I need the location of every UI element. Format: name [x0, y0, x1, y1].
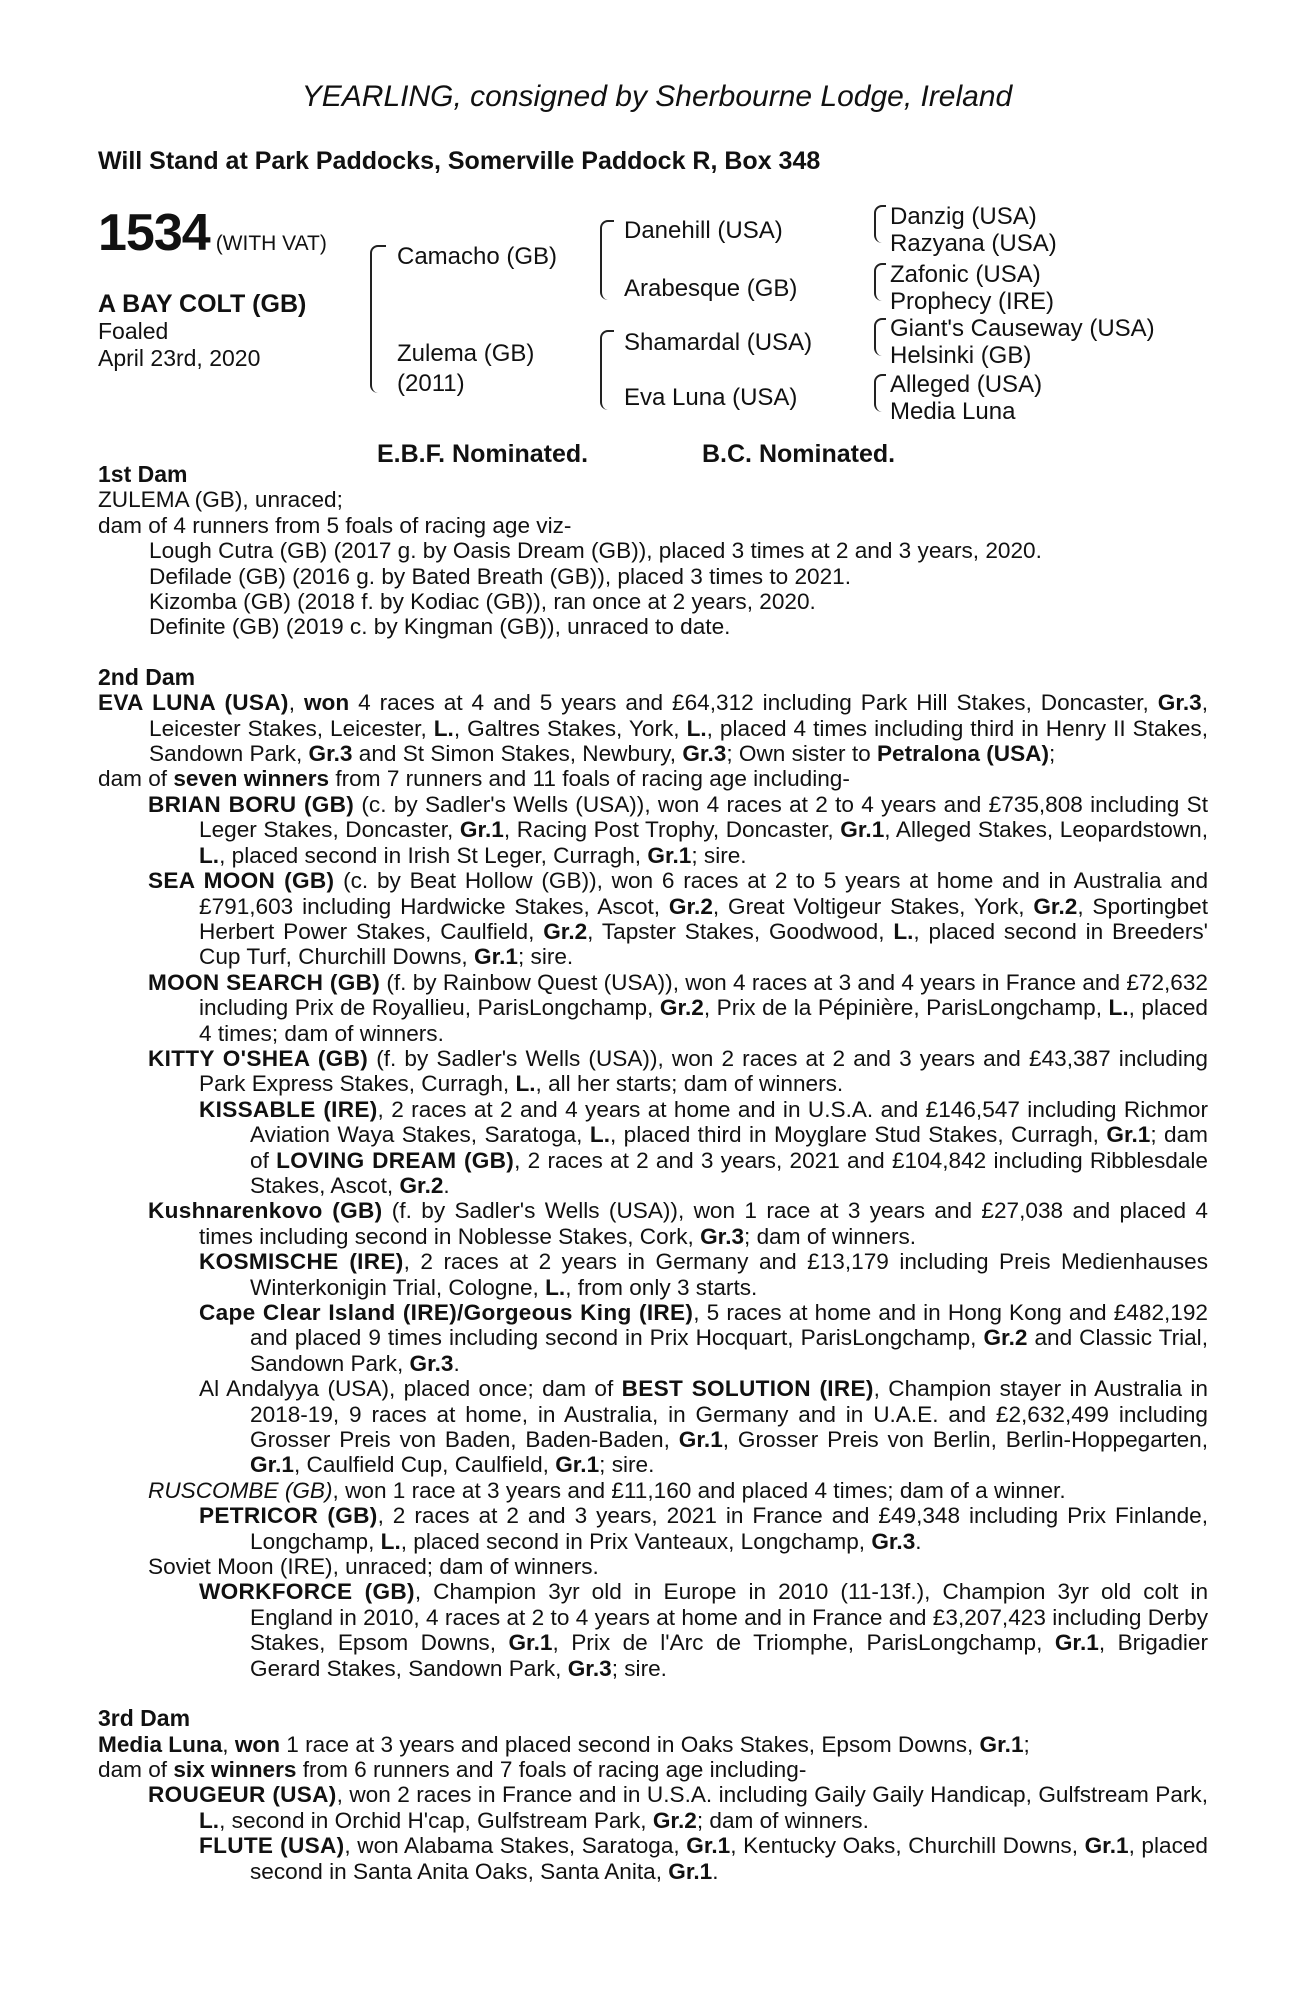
pedigree-g1: Danzig (USA)	[890, 203, 1037, 230]
pedigree-sire: Camacho (GB)	[397, 243, 558, 270]
horse-name: KITTY O'SHEA (GB)	[148, 1045, 369, 1071]
pedigree-brace-main	[370, 245, 386, 393]
entry-text: .	[915, 1528, 922, 1554]
entry-text: dam of	[98, 1756, 174, 1782]
grade-badge: Gr.3	[682, 741, 727, 767]
flute-entry	[98, 1833, 1208, 1884]
entry-text: .	[712, 1858, 719, 1884]
horse-name: LOVING DREAM (GB)	[276, 1147, 515, 1173]
entry-text: , Kentucky Oaks, Churchill Downs,	[730, 1833, 1085, 1859]
entry-text: and Classic Trial, Sandown Park,	[250, 1325, 1208, 1376]
entry-text: .	[443, 1172, 450, 1198]
grade-badge: Gr.2	[659, 995, 704, 1021]
eva-luna-entry: EVA LUNA (USA), won 4 races at 4 and 5 years and £64,312 including Park Hill Stakes, Doncaster, Gr.3, Leicester Stakes, Leicester, L., Galtres Stakes, York, L., placed 4 times including third in Henry II Stakes, Sandown Park, Gr.3 and St Simon Stakes, Newbury, Gr.3; Own sister to Petralona (USA);	[98, 690, 1209, 767]
entry-text: .	[453, 1350, 460, 1376]
entry-text: , 2 races at 2 years in Germany and £13,179 including Preis Medienhauses Winterkonigin Trial, Cologne,	[250, 1249, 1208, 1300]
pedigree-details	[98, 462, 1208, 1884]
entry-text: , 2 races at 2 and 4 years at home and in U.S.A. and £146,547 including Richmor Aviation Waya Stakes, Saratoga,	[250, 1096, 1208, 1148]
second-dam-heading: 2nd Dam	[98, 663, 196, 690]
grade-badge: Gr.2	[668, 893, 713, 919]
entry-text: from 7 runners and 11 foals of racing age including-	[329, 766, 850, 792]
horse-name: PETRICOR (GB)	[199, 1503, 378, 1529]
grade-badge: Gr.3	[567, 1655, 612, 1681]
horse-name: Cape Clear Island (IRE)/Gorgeous King (IRE)	[199, 1300, 694, 1325]
entry-text: , placed second in Prix Vanteaux, Longchamp,	[400, 1528, 872, 1554]
horse-name: KOSMISCHE (IRE)	[199, 1249, 404, 1275]
grade-badge: Gr.1	[1054, 1630, 1099, 1656]
winners-count: six winners	[173, 1756, 297, 1782]
entry-text: , Sportingbet Herbert Power Stakes, Caulfield,	[199, 893, 1208, 944]
entry-text: , placed third in Moyglare Stud Stakes, Curragh,	[609, 1122, 1107, 1148]
pedigree-brace-dam	[600, 330, 614, 410]
workforce-entry	[98, 1579, 1208, 1681]
horse-name: KISSABLE (IRE)	[199, 1096, 378, 1122]
entry-text: ; Own sister to	[726, 741, 877, 767]
foal-entry: Kizomba (GB) (2018 f. by Kodiac (GB)), ran once at 2 years, 2020.	[149, 589, 816, 615]
foaled-label: Foaled	[98, 318, 169, 344]
kitty-oshea-entry	[98, 1046, 1208, 1097]
grade-badge: Gr.3	[308, 741, 353, 767]
grade-badge: L.	[515, 1071, 536, 1097]
soviet-moon-entry: Soviet Moon (IRE), unraced; dam of winners.	[148, 1554, 599, 1580]
pedigree-g6: Helsinki (GB)	[890, 342, 1032, 369]
entry-text: , Tapster Stakes, Goodwood,	[587, 918, 894, 944]
pedigree-dam: Zulema (GB)	[397, 340, 535, 367]
entry-text: , Champion stayer in Australia in 2018-19, 9 races at home, in Australia, in Germany and in U.A.E. and £2,632,499 including Grosser Preis von Baden, Baden-Baden,	[250, 1376, 1208, 1453]
horse-name: ROUGEUR (USA)	[148, 1782, 337, 1808]
brian-boru-entry	[98, 792, 1208, 868]
horse-name: MOON SEARCH (GB)	[148, 969, 381, 995]
horse-name: Media Luna	[98, 1731, 223, 1757]
pedigree-brace-g56	[874, 318, 886, 356]
entry-text: (c. by Sadler's Wells (USA)), won 4 races at 2 to 4 years and £735,808 including St Leger Stakes, Doncaster,	[199, 791, 1208, 843]
grade-badge: Gr.1	[474, 944, 518, 970]
horse-name: SEA MOON (GB)	[148, 868, 335, 894]
entry-text: , Racing Post Trophy, Doncaster,	[503, 817, 841, 843]
grade-badge: L.	[433, 715, 454, 741]
entry-text: , all her starts; dam of winners.	[535, 1071, 844, 1097]
grade-badge: L.	[686, 715, 707, 741]
al-andalyya-entry	[98, 1376, 1208, 1478]
pedigree-sire-sire: Danehill (USA)	[624, 217, 783, 244]
entry-text: 1 race at 3 years and placed second in Oaks Stakes, Epsom Downs,	[280, 1731, 980, 1757]
horse-name: RUSCOMBE (GB)	[148, 1477, 333, 1503]
grade-badge: Gr.1	[1106, 1122, 1151, 1148]
entry-text: dam of	[98, 766, 174, 792]
pedigree-dam-dam: Eva Luna (USA)	[624, 384, 798, 411]
sea-moon-entry	[98, 868, 1208, 970]
grade-badge: Gr.3	[1157, 690, 1202, 716]
grade-badge: Gr.2	[1033, 893, 1078, 919]
entry-text: , second in Orchid H'cap, Gulfstream Park,	[219, 1807, 653, 1833]
grade-badge: L.	[589, 1122, 610, 1148]
third-dam-heading: 3rd Dam	[98, 1705, 191, 1732]
grade-badge: L.	[199, 842, 220, 868]
entry-text: ; dam of	[250, 1122, 1208, 1173]
kosmische-entry	[98, 1249, 1208, 1300]
ebf-nominated: E.B.F. Nominated.	[377, 440, 589, 468]
grade-badge: L.	[1108, 995, 1129, 1021]
entry-text: 4 races at 4 and 5 years and £64,312 including Park Hill Stakes, Doncaster,	[349, 690, 1158, 716]
entry-text: , placed 4 times including third in Henry II Stakes, Sandown Park,	[149, 715, 1208, 767]
grade-badge: Gr.1	[840, 817, 885, 843]
grade-badge: Gr.1	[1084, 1833, 1129, 1859]
pedigree-brace-sire	[600, 220, 614, 300]
pedigree-g4: Prophecy (IRE)	[890, 288, 1055, 315]
entry-text: , Champion 3yr old in Europe in 2010 (11-13f.), Champion 3yr old colt in England in 2010, 4 races at 2 to 4 years at home and in France and £3,207,423 including Derby Stakes, Epsom Downs,	[250, 1579, 1209, 1656]
entry-text: ; dam of winners.	[696, 1807, 869, 1833]
horse-name: FLUTE (USA)	[199, 1833, 345, 1859]
entry-text: , from only 3 starts.	[565, 1274, 758, 1300]
bc-nominated: B.C. Nominated.	[702, 440, 896, 468]
pedigree-g2: Razyana (USA)	[890, 230, 1057, 257]
grade-badge: Gr.1	[555, 1452, 600, 1478]
foaled-date: April 23rd, 2020	[98, 345, 261, 371]
moon-search-entry	[98, 970, 1208, 1046]
grade-badge: Gr.3	[700, 1223, 745, 1249]
entry-text: (c. by Beat Hollow (GB)), won 6 races at 2 to 5 years at home and in Australia and £791,603 including Hardwicke Stakes, Ascot,	[199, 868, 1209, 919]
horse-name: WORKFORCE (GB)	[199, 1579, 415, 1605]
media-luna-entry: Media Luna, won 1 race at 3 years and placed second in Oaks Stakes, Epsom Downs, Gr.1;	[98, 1731, 1030, 1757]
grade-badge: Gr.3	[409, 1350, 454, 1376]
entry-text: , 2 races at 2 and 3 years, 2021 and £104,842 including Ribblesdale Stakes, Ascot,	[250, 1147, 1208, 1198]
entry-text: , won 2 races in France and in U.S.A. including Gaily Gaily Handicap, Gulfstream Park,	[336, 1782, 1208, 1808]
kissable-entry	[98, 1097, 1208, 1199]
entry-text: , Caulfield Cup, Caulfield,	[293, 1452, 556, 1478]
grade-badge: Gr.1	[668, 1858, 713, 1884]
grade-badge: L.	[380, 1528, 401, 1554]
grade-badge: Gr.1	[647, 842, 692, 868]
petricor-entry	[98, 1503, 1208, 1554]
entry-text: , placed second in Breeders' Cup Turf, Churchill Downs,	[199, 918, 1208, 970]
pedigree-g5: Giant's Causeway (USA)	[890, 315, 1155, 342]
entry-text: ; sire.	[691, 842, 747, 868]
first-dam-heading: 1st Dam	[98, 461, 188, 487]
entry-text: , won Alabama Stakes, Saratoga,	[344, 1833, 687, 1859]
entry-text: , 2 races at 2 and 3 years, 2021 in France and £49,348 including Prix Finlande, Longchamp,	[250, 1503, 1208, 1554]
entry-text: , Prix de la Pépinière, ParisLongchamp,	[703, 995, 1109, 1021]
entry-text: ; dam of winners.	[744, 1223, 917, 1249]
entry-text: (f. by Rainbow Quest (USA)), won 4 races at 3 and 4 years in France and £72,632 including Prix de Royallieu, ParisLongchamp,	[199, 969, 1209, 1021]
foal-entry: Lough Cutra (GB) (2017 g. by Oasis Dream (GB)), placed 3 times at 2 and 3 years, 2020.	[149, 538, 1042, 564]
entry-text: , Prix de l'Arc de Triomphe, ParisLongchamp,	[552, 1630, 1055, 1656]
entry-text: (f. by Sadler's Wells (USA)), won 1 race at 3 years and £27,038 and placed 4 times including second in Noblesse Stakes, Cork,	[199, 1198, 1208, 1249]
entry-text: ; sire.	[517, 944, 574, 970]
pedigree-dam-year: (2011)	[397, 370, 465, 397]
stand-location: Will Stand at Park Paddocks, Somerville Paddock R, Box 348	[98, 147, 821, 175]
horse-name: BRIAN BORU (GB)	[148, 791, 355, 817]
lot-number-block	[98, 203, 327, 263]
lot-number: 1534	[98, 204, 210, 262]
vat-label: (WITH VAT)	[215, 232, 327, 255]
grade-badge: Gr.1	[678, 1427, 723, 1453]
grade-badge: L.	[893, 918, 914, 944]
second-dam-foal-summary	[98, 766, 1208, 791]
pedigree-brace-g12	[874, 205, 886, 243]
entry-text: , Brigadier Gerard Stakes, Sandown Park,	[250, 1630, 1208, 1681]
entry-text: , Grosser Preis von Berlin, Berlin-Hoppegarten,	[722, 1427, 1208, 1453]
grade-badge: L.	[545, 1274, 566, 1300]
horse-description: A BAY COLT (GB)	[98, 290, 307, 318]
won-label: won	[234, 1731, 281, 1757]
grade-badge: Gr.1	[508, 1630, 553, 1656]
first-dam-line: ZULEMA (GB), unraced;	[98, 487, 343, 513]
grade-badge: Gr.2	[652, 1807, 697, 1833]
entry-text: , placed 4 times; dam of winners.	[199, 995, 1208, 1046]
grade-badge: Gr.2	[543, 918, 588, 944]
entry-text: , placed second in Irish St Leger, Curragh,	[219, 842, 648, 868]
ruscombe-entry	[98, 1478, 1208, 1503]
grade-badge: Gr.1	[250, 1452, 294, 1478]
entry-text: , placed second in Santa Anita Oaks, Santa Anita,	[250, 1833, 1208, 1884]
grade-badge: Gr.1	[459, 817, 504, 843]
entry-text: and St Simon Stakes, Newbury,	[352, 741, 683, 767]
horse-name: Kushnarenkovo (GB)	[148, 1198, 383, 1224]
horse-name: BEST SOLUTION (IRE)	[621, 1376, 874, 1402]
pedigree-brace-g78	[874, 374, 886, 412]
grade-badge: Gr.1	[979, 1731, 1024, 1757]
entry-text: from 6 runners and 7 foals of racing age including-	[296, 1756, 807, 1782]
entry-text: , 5 races at home and in Hong Kong and £482,192 and placed 9 times including second in Prix Hocquart, ParisLongchamp,	[250, 1300, 1208, 1351]
winners-count: seven winners	[173, 766, 330, 792]
pedigree-g7: Alleged (USA)	[890, 371, 1043, 398]
entry-text: ; sire.	[611, 1655, 667, 1681]
pedigree-g8: Media Luna	[890, 398, 1016, 425]
pedigree-dam-sire: Shamardal (USA)	[624, 329, 813, 356]
entry-text: , Leicester Stakes, Leicester,	[149, 690, 1209, 741]
entry-text: Al Andalyya (USA), placed once; dam of	[199, 1376, 622, 1402]
entry-text: , Galtres Stakes, York,	[453, 715, 687, 741]
entry-text: ;	[1048, 741, 1056, 767]
foal-entry: Definite (GB) (2019 c. by Kingman (GB)), unraced to date.	[149, 614, 731, 640]
consignor-heading: YEARLING, consigned by Sherbourne Lodge, Ireland	[301, 80, 1013, 113]
grade-badge: Gr.3	[871, 1528, 916, 1554]
entry-text: ; sire.	[599, 1452, 655, 1478]
entry-text: , won 1 race at 3 years and £11,160 and placed 4 times; dam of a winner.	[332, 1477, 1066, 1503]
foaled-info	[98, 318, 260, 372]
grade-badge: Gr.2	[983, 1325, 1028, 1351]
kushnarenkovo-entry	[98, 1198, 1208, 1249]
grade-badge: Gr.2	[399, 1172, 444, 1198]
pedigree-g3: Zafonic (USA)	[890, 261, 1041, 288]
pedigree-sire-dam: Arabesque (GB)	[624, 275, 798, 302]
foal-entry: Defilade (GB) (2016 g. by Bated Breath (GB)), placed 3 times to 2021.	[149, 563, 852, 589]
rougeur-entry	[98, 1782, 1208, 1833]
entry-text: (f. by Sadler's Wells (USA)), won 2 races at 2 and 3 years and £43,387 including Park Express Stakes, Curragh,	[199, 1045, 1208, 1097]
entry-text: , Great Voltigeur Stakes, York,	[712, 893, 1034, 919]
entry-text: , Alleged Stakes, Leopardstown,	[884, 817, 1208, 843]
horse-name: EVA LUNA (USA)	[98, 690, 289, 716]
grade-badge: L.	[199, 1807, 220, 1833]
won-label: won	[303, 690, 350, 716]
grade-badge: Gr.1	[686, 1833, 731, 1859]
cape-clear-island-entry	[98, 1300, 1208, 1376]
third-dam-foal-summary	[98, 1757, 1208, 1782]
pedigree-brace-g34	[874, 263, 886, 301]
entry-text: ;	[1023, 1731, 1030, 1757]
sister-name: Petralona (USA)	[876, 741, 1049, 767]
first-dam-foal-summary: dam of 4 runners from 5 foals of racing age viz-	[98, 512, 572, 538]
